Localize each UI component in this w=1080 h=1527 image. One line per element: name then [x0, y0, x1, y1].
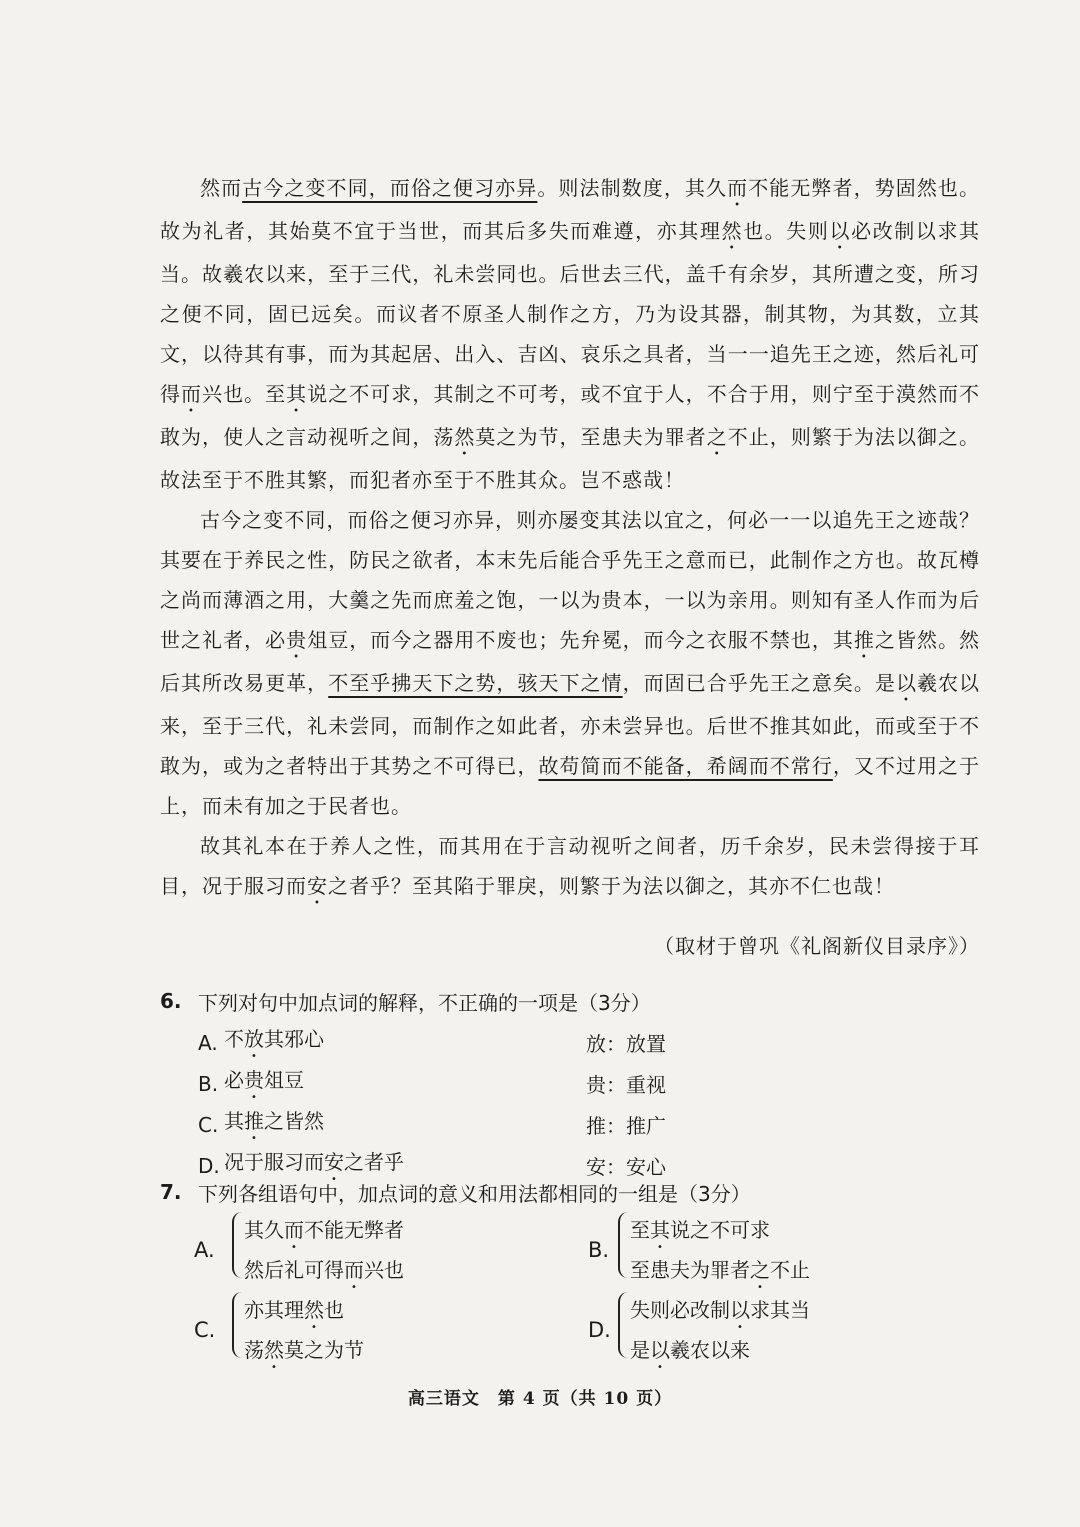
- passage-paragraph-3: 故其礼本在于养人之性，而其用在于言动视听之间者，历千余岁，民未尝得接于耳目，况于服习而安之者乎？至其陷于罪戾，则繁于为法以御之，其亦不仁也哉！: [160, 834, 980, 898]
- dotted-word: 贵: [244, 1068, 264, 1092]
- dotted-word: 而: [727, 176, 749, 200]
- option-gloss: 放：放置: [586, 1032, 666, 1056]
- dotted-word: 放: [244, 1027, 264, 1051]
- dotted-word: 贵: [286, 628, 308, 652]
- dotted-word: 安: [324, 1150, 344, 1174]
- dotted-word: 推: [244, 1109, 264, 1133]
- dotted-word: 以: [730, 1298, 750, 1322]
- dotted-word: 以: [829, 219, 852, 243]
- question-7-options-ab: A. 其久而不能无弊者 然后礼可得而兴也 B. 至其说之不可求 至患夫为罪者之不止: [160, 1212, 980, 1292]
- dotted-word: 然: [304, 1298, 324, 1322]
- question-6-option-a[interactable]: A. 不放其邪心 放：放置: [160, 1022, 980, 1063]
- dotted-word: 以: [895, 671, 917, 695]
- dotted-word: 然: [454, 425, 476, 449]
- question-6-option-d[interactable]: D. 况于服习而安之者乎 安：安心: [160, 1145, 980, 1186]
- dotted-word: 其: [286, 382, 308, 406]
- dotted-word: 而: [181, 382, 203, 406]
- option-gloss: 推：推广: [586, 1114, 666, 1138]
- question-number: 7.: [160, 1180, 182, 1204]
- question-number: 6.: [160, 989, 182, 1013]
- dotted-word: 而: [344, 1258, 364, 1282]
- reading-passage: [160, 168, 980, 909]
- dotted-word: 而: [284, 1218, 304, 1242]
- dotted-word: 然: [264, 1338, 284, 1362]
- question-7-options-cd: C. 亦其理然也 荡然莫之为节 D. 失则必改制以求其当 是以羲农以来: [160, 1292, 980, 1372]
- passage-paragraph-1: 然而古今之变不同，而俗之便习亦异。则法制数度，其久而不能无弊者，势固然也。故为礼者，其始莫不宜于当世，而其后多失而难遵，亦其理然也。失则以必改制以求其当。故羲农以来，至于三代，礼未尝同也。后世去三代，盖千有余岁，其所遭之变，所习之便不同，固已远矣。而议者不原圣人制作之方，乃为设其器，制其物，为其数，立其文，以待其有事，而为其起居、出入、吉凶、哀乐之具者，当一一追先王之迹，然后礼可得而兴也。至其说之不可求，其制之不可考，或不宜于人，不合于用，则宁至于漠然而不敢为，使人之言动视听之间，荡然莫之为节，至患夫为罪者之不止，则繁于为法以御之。故法至于不胜其繁，而犯者亦至于不胜其众。岂不惑哉！: [160, 176, 981, 492]
- underlined-sentence: 不至乎拂天下之势，骇天下之情: [328, 671, 623, 695]
- question-6-option-c[interactable]: C. 其推之皆然 推：推广: [160, 1104, 980, 1145]
- question-6-option-b[interactable]: B. 必贵俎豆 贵：重视: [160, 1063, 980, 1104]
- dotted-word: 然: [721, 219, 744, 243]
- passage-source: （取材于曾巩《礼阁新仪目录序》）: [654, 934, 980, 958]
- dotted-word: 之: [706, 425, 728, 449]
- passage-paragraph-2: 古今之变不同，而俗之便习亦异，则亦屡变其法以宜之，何必一一以追先王之迹哉？其要在于养民之性，防民之欲者，本末先后能合乎先王之意而已，此制作之方也。故瓦樽之尚而薄酒之用，大羹之先而庶羞之饱，一以为贵本，一以为亲用。则知有圣人作而为后世之礼者，必贵俎豆，而今之器用不废也；先弁冕，而今之衣服不禁也，其推之皆然。然后其所改易更革，不至乎拂天下之势，骇天下之情，而固已合乎先王之意矣。是以羲农以来，至于三代，礼未尝同，而制作之如此者，亦未尝异也。后世不推其如此，而或至于不敢为，或为之者特出于其势之不可得已，故苟简而不能备，希阔而不常行，又不过用之于上，而未有加之于民者也。: [160, 508, 981, 818]
- page-footer: 高三语文 第 4 页（共 10 页）: [407, 1389, 673, 1409]
- question-7-stem: 7. 下列各组语句中，加点词的意义和用法都相同的一组是（3分）: [160, 1180, 751, 1206]
- question-6: [160, 980, 980, 1186]
- option-gloss: 安：安心: [586, 1155, 666, 1179]
- option-gloss: 贵：重视: [586, 1073, 666, 1097]
- dotted-word: 其: [650, 1218, 670, 1242]
- dotted-word: 以: [650, 1338, 670, 1362]
- question-7: [160, 1172, 980, 1372]
- underlined-sentence: 古今之变不同，而俗之便习亦异: [242, 176, 538, 200]
- dotted-word: 推: [853, 628, 875, 652]
- dotted-word: 之: [750, 1258, 770, 1282]
- question-6-stem: 6. 下列对句中加点词的解释，不正确的一项是（3分）: [160, 989, 651, 1015]
- underlined-sentence: 故苟简而不能备，希阔而不常行: [538, 754, 833, 778]
- dotted-word: 安: [307, 874, 328, 898]
